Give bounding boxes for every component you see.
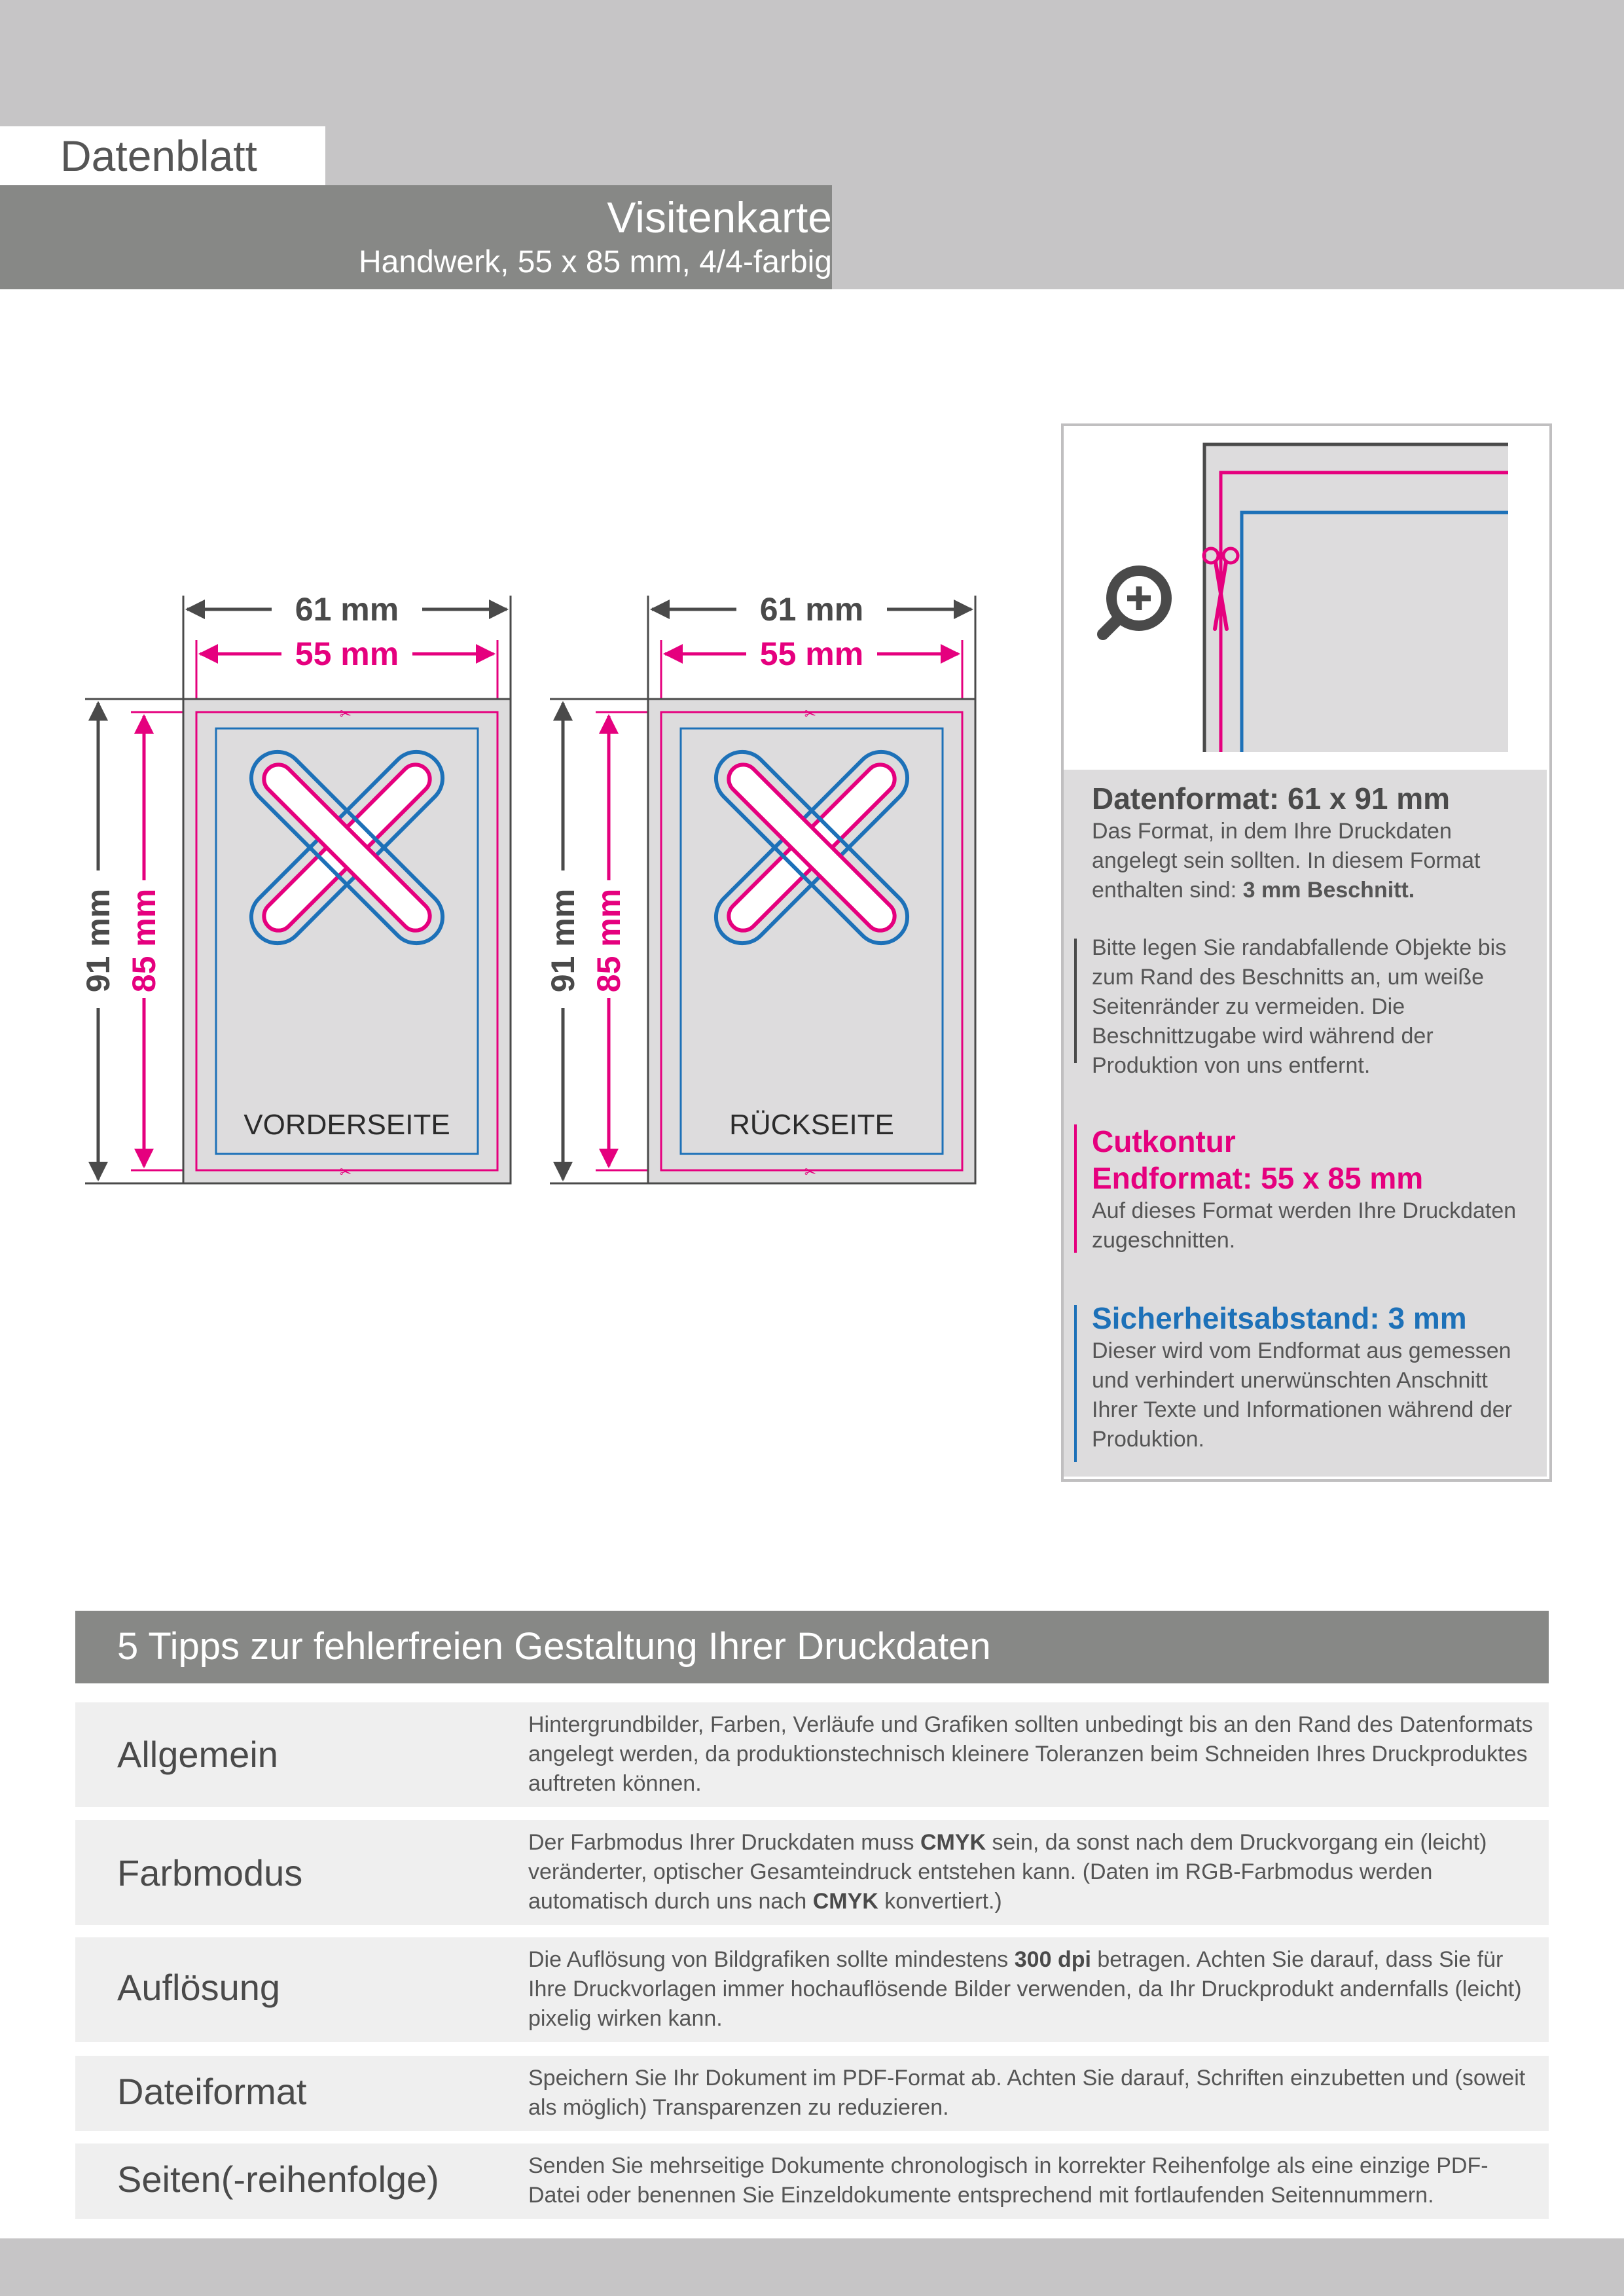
- data-format-heading: Datenformat: 61 x 91 mm: [1092, 781, 1451, 816]
- tip-text-bold: 300 dpi: [1014, 1947, 1091, 1972]
- back-height-inner-label: 85 mm: [590, 888, 627, 993]
- tip-text: Hintergrundbilder, Farben, Verläufe und Grafiken sollten unbedingt bis an den Rand des Datenformats angelegt werden, da produktionstechnisch kleinere Toleranzen beim Schneiden Ihres Druckproduktes auftreten können.: [528, 1712, 1533, 1796]
- data-format-block: [1092, 780, 1537, 905]
- page-title: Visitenkarte: [607, 193, 832, 242]
- tip-text-bold: CMYK: [812, 1889, 878, 1914]
- cut-text: Auf dieses Format werden Ihre Druckdaten zugeschnitten.: [1092, 1198, 1517, 1253]
- safety-text: Dieser wird vom Endformat aus gemessen und verhindert unerwünschten Anschnitt Ihrer Texte und Informationen während der Produktion.: [1092, 1338, 1512, 1452]
- end-format-heading: Endformat: 55 x 85 mm: [1092, 1161, 1424, 1195]
- tips-header: [75, 1611, 1549, 1683]
- back-card-diagram: [545, 591, 975, 1183]
- page-subtitle: Handwerk, 55 x 85 mm, 4/4-farbig: [359, 245, 832, 279]
- tip-label: Seiten(-reihenfolge): [117, 2159, 439, 2200]
- front-height-outer-label: 91 mm: [80, 888, 117, 993]
- tip-text: [528, 1828, 1536, 1916]
- front-height-inner-label: 85 mm: [126, 888, 162, 993]
- cut-bar: [1074, 1124, 1077, 1253]
- info-text-area: [1064, 770, 1547, 1477]
- tip-label: Auflösung: [117, 1967, 281, 2008]
- tip-row: [75, 2056, 1549, 2131]
- datasheet-label: Datenblatt: [60, 132, 257, 180]
- tip-text: [528, 1945, 1536, 2034]
- data-format-text-bold: 3 mm Beschnitt.: [1242, 878, 1415, 903]
- scissors-icon: ✂: [804, 706, 817, 722]
- tip-row: [75, 2144, 1549, 2219]
- tips-heading: 5 Tipps zur fehlerfreien Gestaltung Ihrer Druckdaten: [117, 1625, 991, 1668]
- safety-bar: [1074, 1305, 1077, 1462]
- tip-row: [75, 1937, 1549, 2042]
- safety-heading: Sicherheitsabstand: 3 mm: [1092, 1301, 1467, 1335]
- footer-band: [0, 2238, 1624, 2296]
- tip-text-part: Der Farbmodus Ihrer Druckdaten muss: [528, 1830, 920, 1855]
- cut-heading: Cutkontur: [1092, 1124, 1236, 1158]
- tip-label: Farbmodus: [117, 1852, 303, 1893]
- back-height-outer-label: 91 mm: [545, 888, 581, 993]
- scissors-icon: ✂: [339, 1164, 352, 1180]
- cut-block: [1092, 1123, 1537, 1255]
- bleed-note: Bitte legen Sie randabfallende Objekte bis zum Rand des Beschnitts an, um weiße Seitenränder zu vermeiden. Die Beschnittzugabe wird während der Produktion von uns entfernt.: [1092, 935, 1507, 1078]
- tip-text-bold: CMYK: [920, 1830, 986, 1855]
- tip-text-part: Die Auflösung von Bildgrafiken sollte mindestens: [528, 1947, 1015, 1972]
- safety-block: [1092, 1300, 1537, 1454]
- magnify-plus-icon: [1103, 571, 1166, 634]
- data-format-text-main: Das Format, in dem Ihre Druckdaten angelegt sein sollten. In diesem Format enthalten sind:: [1092, 819, 1481, 903]
- zoom-detail-graphic: [1064, 426, 1547, 770]
- tip-label: Allgemein: [117, 1734, 278, 1775]
- tip-row: [75, 1820, 1549, 1925]
- front-width-outer-label: 61 mm: [295, 591, 399, 628]
- zoom-detail: [1064, 426, 1547, 770]
- scissors-icon: ✂: [804, 1164, 817, 1180]
- data-format-text: [1092, 817, 1537, 905]
- tip-text: Speichern Sie Ihr Dokument im PDF-Format ab. Achten Sie darauf, Schriften einzubetten und (soweit als möglich) Transparenzen zu reduzieren.: [528, 2066, 1526, 2120]
- bleed-note-bar: [1074, 939, 1077, 1063]
- scissors-icon: ✂: [339, 706, 352, 722]
- tip-text: Senden Sie mehrseitige Dokumente chronologisch in korrekter Reihenfolge als eine einzige PDF-Datei oder benennen Sie Einzeldokumente entsprechend mit fortlaufenden Seitennummern.: [528, 2153, 1489, 2208]
- back-width-outer-label: 61 mm: [759, 591, 864, 628]
- tip-row: [75, 1702, 1549, 1807]
- tip-text-part: sein, da sonst nach dem Druckvorgang ein (leicht) veränderter, optischer Gesamteindruck entstehen kann. (Daten im RGB-Farbmodus werden automatisch durch uns nach: [528, 1830, 1487, 1914]
- tip-text-part: betragen. Achten Sie darauf, dass Sie für Ihre Druckvorlagen immer hochauflösende Bilder verwenden, da Ihr Druckprodukt andernfalls (leicht) pixelig wirken kann.: [528, 1947, 1522, 2031]
- tip-label: Dateiformat: [117, 2071, 307, 2112]
- back-width-inner-label: 55 mm: [759, 636, 864, 672]
- front-width-inner-label: 55 mm: [295, 636, 399, 672]
- tip-text-part: konvertiert.): [878, 1889, 1002, 1914]
- front-card-diagram: [80, 591, 511, 1183]
- back-side-label: RÜCKSEITE: [729, 1109, 894, 1141]
- front-side-label: VORDERSEITE: [244, 1109, 450, 1141]
